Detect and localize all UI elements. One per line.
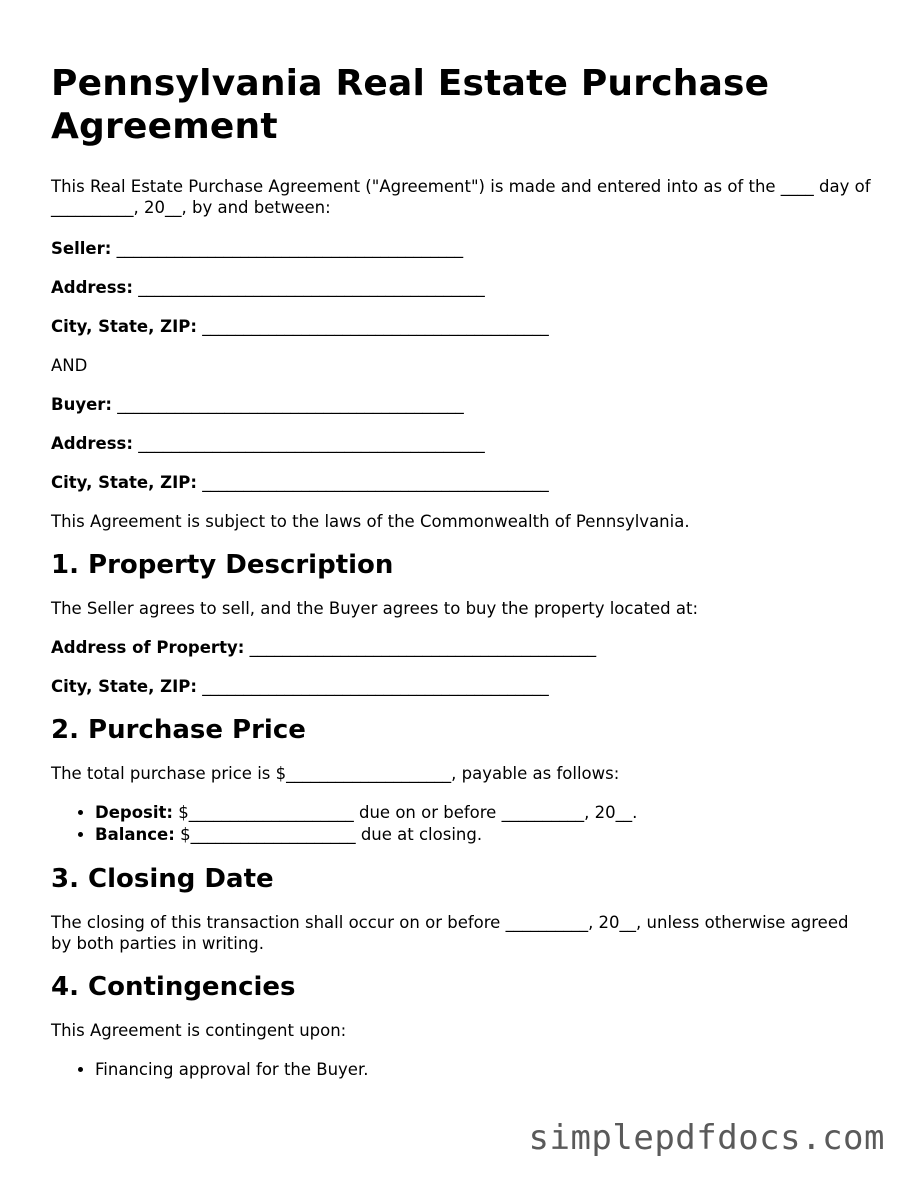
section-contingencies-heading: 4. Contingencies [51, 972, 296, 1002]
seller-name-label: Seller: [51, 239, 112, 258]
seller-address-field [51, 277, 871, 298]
buyer-name-blank[interactable]: __________________________________________ [117, 395, 464, 414]
buyer-address-blank[interactable]: __________________________________________ [138, 434, 485, 453]
balance-label: Balance: [95, 825, 175, 844]
property-address-label: Address of Property: [51, 638, 245, 657]
buyer-name-field [51, 394, 871, 415]
seller-name-blank[interactable]: __________________________________________ [116, 239, 464, 258]
buyer-address-label: Address: [51, 434, 133, 453]
section-closing-heading: 3. Closing Date [51, 864, 274, 894]
seller-city-field [51, 316, 871, 337]
document-title: Pennsylvania Real Estate Purchase Agreement [51, 63, 770, 147]
seller-name-field [51, 238, 871, 259]
intro-paragraph: This Real Estate Purchase Agreement ("Agreement") is made and entered into as of the ____ day of __________, 20__, by and between: [51, 177, 871, 217]
section-closing-text: The closing of this transaction shall occur on or before __________, 20__, unless otherwise agreed by both parties in writing. [51, 913, 849, 953]
buyer-city-label: City, State, ZIP: [51, 473, 197, 492]
seller-address-label: Address: [51, 278, 133, 297]
deposit-text[interactable]: $____________________ due on or before __________, 20__. [173, 803, 638, 822]
list-item: • Financing approval for the Buyer. [95, 1059, 871, 1081]
buyer-city-blank[interactable]: __________________________________________ [202, 473, 549, 492]
property-city-label: City, State, ZIP: [51, 677, 197, 696]
document-page [51, 62, 871, 1099]
section-price-text: The total purchase price is $____________________, payable as follows: [51, 764, 620, 783]
seller-city-blank[interactable]: __________________________________________ [202, 317, 549, 336]
section-price-heading: 2. Purchase Price [51, 715, 306, 745]
deposit-label: Deposit: [95, 803, 173, 822]
property-city-field [51, 676, 871, 697]
balance-text[interactable]: $____________________ due at closing. [174, 825, 483, 844]
property-city-blank[interactable]: __________________________________________ [202, 677, 549, 696]
seller-city-label: City, State, ZIP: [51, 317, 197, 336]
seller-address-blank[interactable]: __________________________________________ [138, 278, 485, 297]
and-text: AND [51, 356, 88, 375]
payment-list [51, 802, 871, 846]
governing-law-text: This Agreement is subject to the laws of the Commonwealth of Pennsylvania. [51, 512, 690, 531]
buyer-name-label: Buyer: [51, 395, 113, 414]
property-address-blank[interactable]: __________________________________________ [249, 638, 597, 657]
watermark: simplepdfdocs.com [528, 1118, 885, 1158]
property-address-field [51, 637, 871, 658]
section-property-heading: 1. Property Description [51, 550, 394, 580]
section-contingencies-text: This Agreement is contingent upon: [51, 1021, 347, 1040]
section-property-text: The Seller agrees to sell, and the Buyer agrees to buy the property located at: [51, 599, 699, 618]
list-item [95, 824, 871, 846]
list-item [95, 802, 871, 824]
buyer-city-field [51, 472, 871, 493]
buyer-address-field [51, 433, 871, 454]
contingencies-list [51, 1059, 871, 1081]
